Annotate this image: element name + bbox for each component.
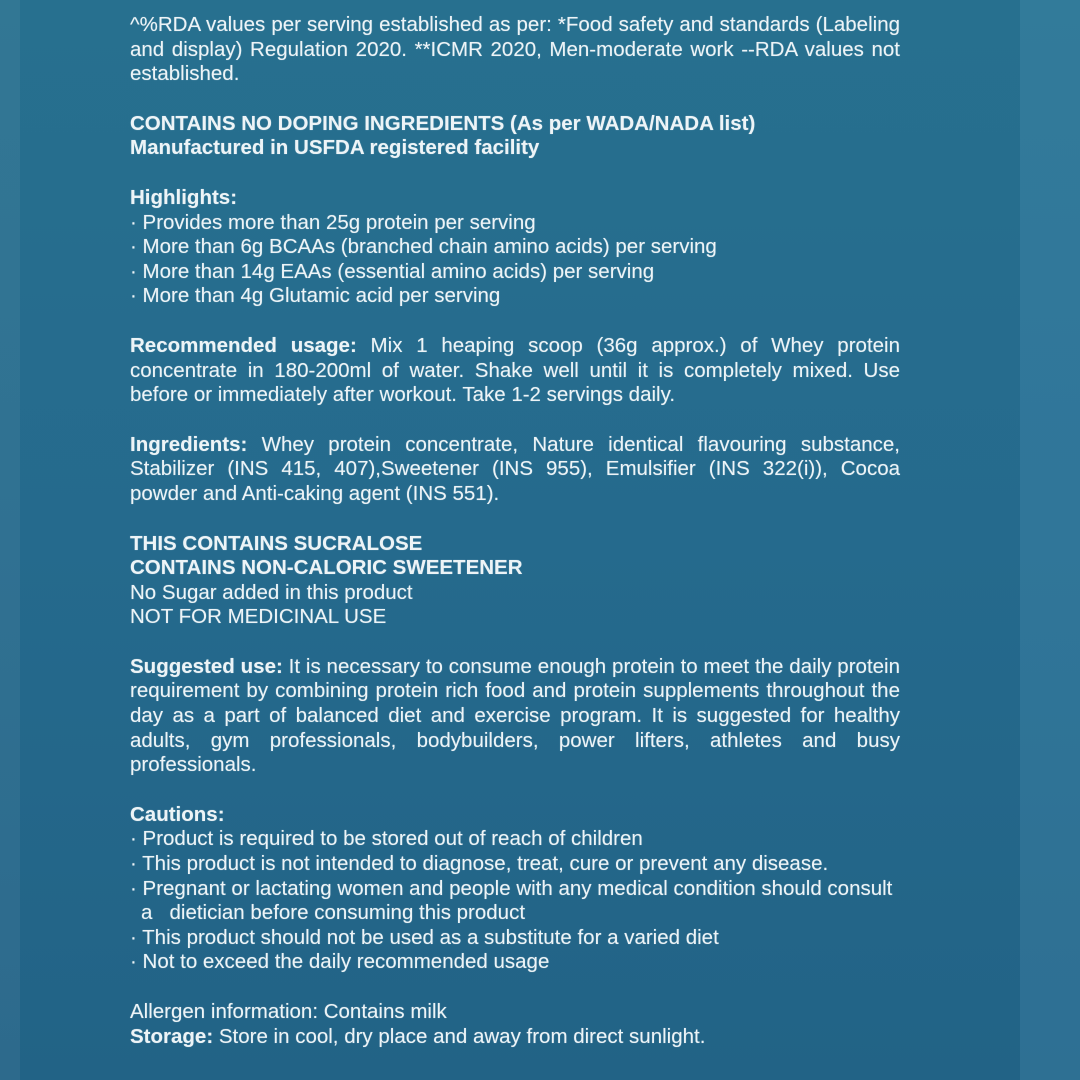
doping-statement: CONTAINS NO DOPING INGREDIENTS (As per WADA/NADA list) [130,111,756,135]
highlight-item: · Provides more than 25g protein per serving [130,210,536,234]
highlights-section [130,186,900,309]
caution-item: · Product is required to be stored out of reach of children [130,827,643,851]
suggested-use-text: It is necessary to consume enough protein to meet the daily protein requirement by combining protein rich food and protein supplements throughout the day as a part of balanced diet and exercise program. It is suggested for healthy adults, gym professionals, bodybuilders, power lifters, athletes and busy professionals. [130,654,900,777]
caution-item: · Not to exceed the daily recommended usage [130,950,550,974]
doping-section [130,112,900,161]
recommended-usage-paragraph [130,334,900,408]
highlight-item: · More than 14g EAAs (essential amino acids) per serving [130,259,655,283]
recommended-usage-label: Recommended usage: [130,333,357,357]
caution-item: · Pregnant or lactating women and people with any medical condition should consult a dietician before consuming this product [130,876,899,925]
allergen-storage-section [130,1000,900,1049]
claims-section [130,532,900,630]
right-edge-band [1020,0,1080,1080]
highlight-item: · More than 4g Glutamic acid per serving [130,284,501,308]
sucralose-claim: THIS CONTAINS SUCRALOSE [130,531,423,555]
allergen-info: Allergen information: Contains milk [130,1000,447,1023]
storage-text: Store in cool, dry place and away from direct sunlight. [213,1024,706,1048]
rda-note-paragraph: ^%RDA values per serving established as per: *Food safety and standards (Labeling and display) Regulation 2020. **ICMR 2020, Men-moderate work --RDA values not established. [130,13,900,86]
suggested-use-label: Suggested use: [130,654,283,678]
left-edge-band [0,0,20,1080]
sweetener-claim: CONTAINS NON-CALORIC SWEETENER [130,556,523,580]
ingredients-paragraph [130,433,900,507]
manufacturing-statement: Manufactured in USFDA registered facility [130,136,540,160]
storage-line [130,1025,900,1050]
cautions-section [130,803,900,975]
highlight-item: · More than 6g BCAAs (branched chain amino acids) per serving [130,235,717,259]
recommended-usage-text: Mix 1 heaping scoop (36g approx.) of Whey protein concentrate in 180-200ml of water. Shake well until it is completely mixed. Use before or immediately after workout. Take 1-2 servings daily. [130,333,900,407]
ingredients-label: Ingredients: [130,432,248,456]
ingredients-text: Whey protein concentrate, Nature identical flavouring substance, Stabilizer (INS 415, 407),Sweetener (INS 955), Emulsifier (INS 322(i)), Cocoa powder and Anti-caking agent (INS 551). [130,432,900,505]
no-sugar-claim: No Sugar added in this product [130,580,413,604]
label-content [130,13,900,1049]
caution-item: · This product should not be used as a substitute for a varied diet [130,925,719,949]
storage-label: Storage: [130,1024,214,1048]
caution-item: · This product is not intended to diagnose, treat, cure or prevent any disease. [130,852,829,876]
not-medicinal-claim: NOT FOR MEDICINAL USE [130,605,387,629]
cautions-heading: Cautions: [130,802,225,826]
highlights-heading: Highlights: [130,185,238,209]
suggested-use-paragraph [130,655,900,778]
